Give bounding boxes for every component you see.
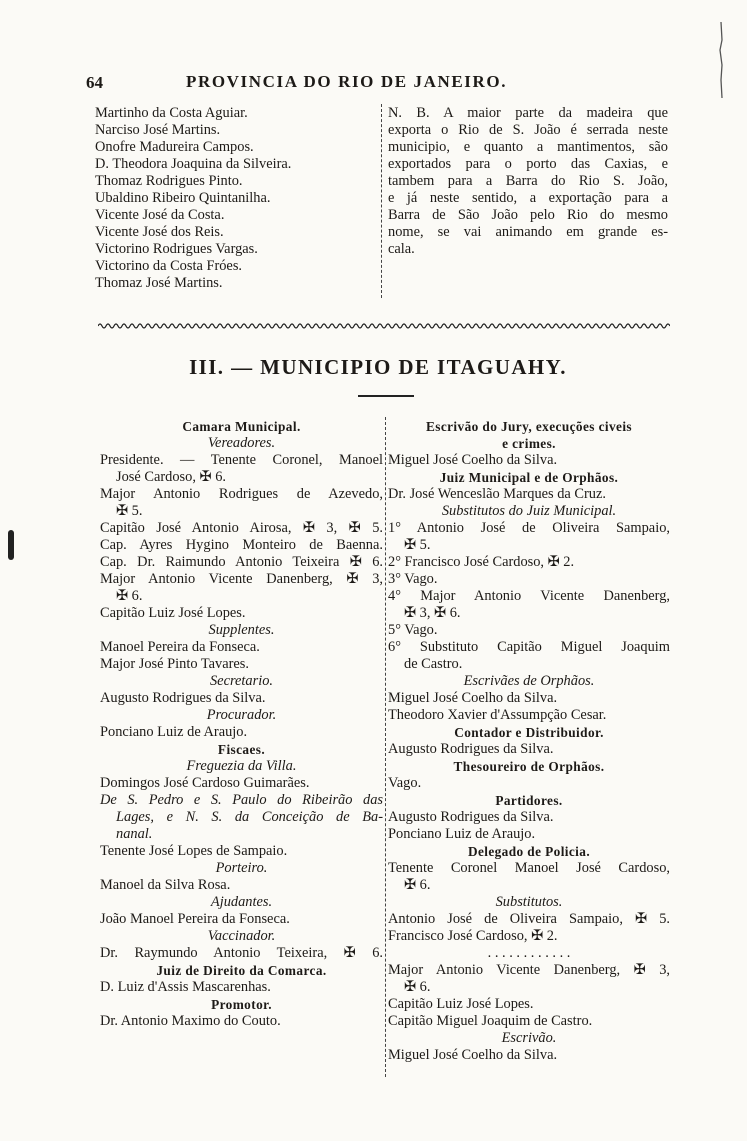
left-lines-line: Major Antonio Rodrigues de Azevedo, bbox=[100, 486, 383, 502]
right-lines-line: Ponciano Luiz de Araujo. bbox=[388, 826, 536, 842]
right-lines-line: Escrivão. bbox=[501, 1030, 557, 1046]
left-lines-line: Supplentes. bbox=[208, 622, 275, 638]
edge-scribble bbox=[716, 20, 726, 100]
left-lines-line: Manoel da Silva Rosa. bbox=[100, 877, 231, 893]
left-lines-line: Freguezia da Villa. bbox=[186, 758, 297, 774]
note-lines-line: tambem para a Barra do Rio S. João, bbox=[388, 173, 668, 189]
left-lines-line: João Manoel Pereira da Fonseca. bbox=[100, 911, 290, 927]
right-lines-line: Substitutos do Juiz Municipal. bbox=[441, 503, 617, 519]
right-lines-line: Escrivão do Jury, execuções civeis bbox=[425, 419, 632, 434]
left-lines-line: Ponciano Luiz de Araujo. bbox=[100, 724, 248, 740]
note-lines-line: exporta o Rio de S. João é serrada neste bbox=[388, 122, 668, 138]
right-lines-line: Major Antonio Vicente Danenberg, ✠ 3, bbox=[388, 962, 670, 978]
page-number: 64 bbox=[86, 73, 103, 92]
column-divider-top bbox=[381, 104, 382, 298]
note-lines-line: exportados para o porto das Caxias, e bbox=[388, 156, 668, 172]
top-left-lines-line: Victorino da Costa Fróes. bbox=[95, 258, 243, 274]
left-lines-line: Presidente. — Tenente Coronel, Manoel bbox=[100, 452, 383, 468]
right-lines-line: Escrivães de Orphãos. bbox=[463, 673, 595, 689]
top-left-lines-line: Thomaz José Martins. bbox=[95, 275, 223, 291]
left-lines-line: De S. Pedro e S. Paulo do Ribeirão das bbox=[100, 792, 383, 808]
left-lines-line: Ajudantes. bbox=[210, 894, 273, 910]
page-header bbox=[86, 70, 670, 96]
right-lines-line: Francisco José Cardoso, ✠ 2. bbox=[388, 928, 558, 944]
right-lines-line: Dr. José Wenceslão Marques da Cruz. bbox=[388, 486, 606, 502]
top-left-lines-line: Onofre Madureira Campos. bbox=[95, 139, 254, 155]
right-lines-line: Antonio José de Oliveira Sampaio, ✠ 5. bbox=[388, 911, 670, 927]
top-left-lines-line: Victorino Rodrigues Vargas. bbox=[95, 241, 258, 257]
left-lines-line: Major José Pinto Tavares. bbox=[100, 656, 250, 672]
right-lines-line: 5° Vago. bbox=[388, 622, 438, 638]
left-lines-line: Manoel Pereira da Fonseca. bbox=[100, 639, 260, 655]
section-title: III. — MUNICIPIO DE ITAGUAHY. bbox=[189, 355, 567, 379]
right-lines-line: Augusto Rodrigues da Silva. bbox=[388, 741, 554, 757]
left-lines-line: Dr. Raymundo Antonio Teixeira, ✠ 6. bbox=[100, 945, 383, 961]
right-lines-line: Tenente Coronel Manoel José Cardoso, bbox=[388, 860, 670, 876]
left-lines-line: nanal. bbox=[116, 826, 153, 842]
note-lines-line: N. B. A maior parte da madeira que bbox=[388, 105, 668, 121]
left-lines-line: Promotor. bbox=[211, 997, 272, 1012]
right-lines-line: 2° Francisco José Cardoso, ✠ 2. bbox=[388, 554, 575, 570]
right-lines-line: Partidores. bbox=[495, 793, 563, 808]
left-lines-line: Porteiro. bbox=[215, 860, 268, 876]
right-lines-line: ✠ 6. bbox=[404, 979, 431, 995]
right-lines-line: Juiz Municipal e de Orphãos. bbox=[439, 470, 619, 485]
left-lines-line: Dr. Antonio Maximo do Couto. bbox=[100, 1013, 281, 1029]
right-lines-line: . . . . . . . . . . . . bbox=[487, 945, 571, 961]
left-lines-line: ✠ 5. bbox=[116, 503, 143, 519]
left-lines-line: Lages, e N. S. da Conceição de Ba- bbox=[116, 809, 383, 825]
left-lines-line: José Cardoso, ✠ 6. bbox=[116, 469, 226, 485]
left-lines-line: D. Luiz d'Assis Mascarenhas. bbox=[100, 979, 271, 995]
top-left-lines-line: Ubaldino Ribeiro Quintanilha. bbox=[95, 190, 271, 206]
right-lines-line: Miguel José Coelho da Silva. bbox=[388, 690, 558, 706]
left-lines-line: Capitão Luiz José Lopes. bbox=[100, 605, 246, 621]
note-lines-line: cala. bbox=[388, 241, 415, 257]
left-lines-line: Procurador. bbox=[206, 707, 277, 723]
title-rule bbox=[358, 395, 414, 397]
left-lines-line: Juiz de Direito da Comarca. bbox=[156, 963, 327, 978]
right-lines-line: Substitutos. bbox=[495, 894, 563, 910]
right-lines-line: ✠ 3, ✠ 6. bbox=[404, 605, 461, 621]
column-divider bbox=[385, 417, 386, 1077]
top-left-lines-line: Martinho da Costa Aguiar. bbox=[95, 105, 248, 121]
left-lines-line: Cap. Ayres Hygino Monteiro de Baenna. bbox=[100, 537, 383, 553]
left-lines-line: Camara Municipal. bbox=[182, 419, 301, 434]
left-lines-line: Tenente José Lopes de Sampaio. bbox=[100, 843, 288, 859]
right-lines-line: Delegado de Policia. bbox=[467, 844, 591, 859]
note-block bbox=[388, 105, 668, 258]
left-lines-line: Secretario. bbox=[209, 673, 273, 689]
left-lines-line: Augusto Rodrigues da Silva. bbox=[100, 690, 266, 706]
note-lines-line: nome, se vai animando em grande es- bbox=[388, 224, 668, 240]
right-lines-line: Capitão Luiz José Lopes. bbox=[388, 996, 534, 1012]
left-lines-line: ✠ 6. bbox=[116, 588, 143, 604]
top-left-lines-line: Vicente José dos Reis. bbox=[95, 224, 224, 240]
top-left-lines-line: Vicente José da Costa. bbox=[95, 207, 225, 223]
top-left-lines-line: Narciso José Martins. bbox=[95, 122, 221, 138]
note-lines-line: e já neste sentido, a exportação para a bbox=[388, 190, 668, 206]
right-lines-line: Miguel José Coelho da Silva. bbox=[388, 452, 558, 468]
top-left-lines-line: D. Theodora Joaquina da Silveira. bbox=[95, 156, 292, 172]
left-lines-line: Cap. Dr. Raimundo Antonio Teixeira ✠ 6. bbox=[100, 554, 383, 570]
left-lines-line: Vaccinador. bbox=[207, 928, 276, 944]
right-lines-line: Augusto Rodrigues da Silva. bbox=[388, 809, 554, 825]
note-lines-line: Barra de São João pelo Rio do mesmo bbox=[388, 207, 668, 223]
right-lines-line: 3° Vago. bbox=[388, 571, 438, 587]
right-lines-line: 1° Antonio José de Oliveira Sampaio, bbox=[388, 520, 670, 536]
right-lines-line: Miguel José Coelho da Silva. bbox=[388, 1047, 558, 1063]
left-lines-line: Capitão José Antonio Airosa, ✠ 3, ✠ 5. bbox=[100, 520, 383, 536]
left-lines-line: Major Antonio Vicente Danenberg, ✠ 3, bbox=[100, 571, 383, 587]
right-lines-line: Capitão Miguel Joaquim de Castro. bbox=[388, 1013, 593, 1029]
right-lines-line: Theodoro Xavier d'Assumpção Cesar. bbox=[388, 707, 607, 723]
ink-blot bbox=[8, 530, 14, 560]
left-lines-line: Vereadores. bbox=[207, 435, 276, 451]
right-lines-line: Vago. bbox=[388, 775, 422, 791]
right-lines-line: 4° Major Antonio Vicente Danenberg, bbox=[388, 588, 670, 604]
right-lines-line: Thesoureiro de Orphãos. bbox=[453, 759, 605, 774]
right-lines-line: de Castro. bbox=[404, 656, 463, 672]
wavy-divider bbox=[98, 322, 670, 329]
left-column bbox=[100, 418, 383, 1030]
left-lines-line: Fiscaes. bbox=[217, 742, 266, 757]
running-title: PROVINCIA DO RIO DE JANEIRO. bbox=[186, 72, 508, 91]
right-lines-line: ✠ 6. bbox=[404, 877, 431, 893]
right-lines-line: ✠ 5. bbox=[404, 537, 431, 553]
note-lines-line: municipio, e quanto a mantimentos, são bbox=[388, 139, 668, 155]
right-lines-line: Contador e Distribuidor. bbox=[454, 725, 604, 740]
right-column bbox=[388, 418, 670, 1064]
top-left-lines-line: Thomaz Rodrigues Pinto. bbox=[95, 173, 243, 189]
left-lines-line: Domingos José Cardoso Guimarães. bbox=[100, 775, 310, 791]
right-lines-line: 6° Substituto Capitão Miguel Joaquim bbox=[388, 639, 670, 655]
right-lines-line: e crimes. bbox=[502, 436, 556, 451]
name-list bbox=[95, 105, 373, 292]
